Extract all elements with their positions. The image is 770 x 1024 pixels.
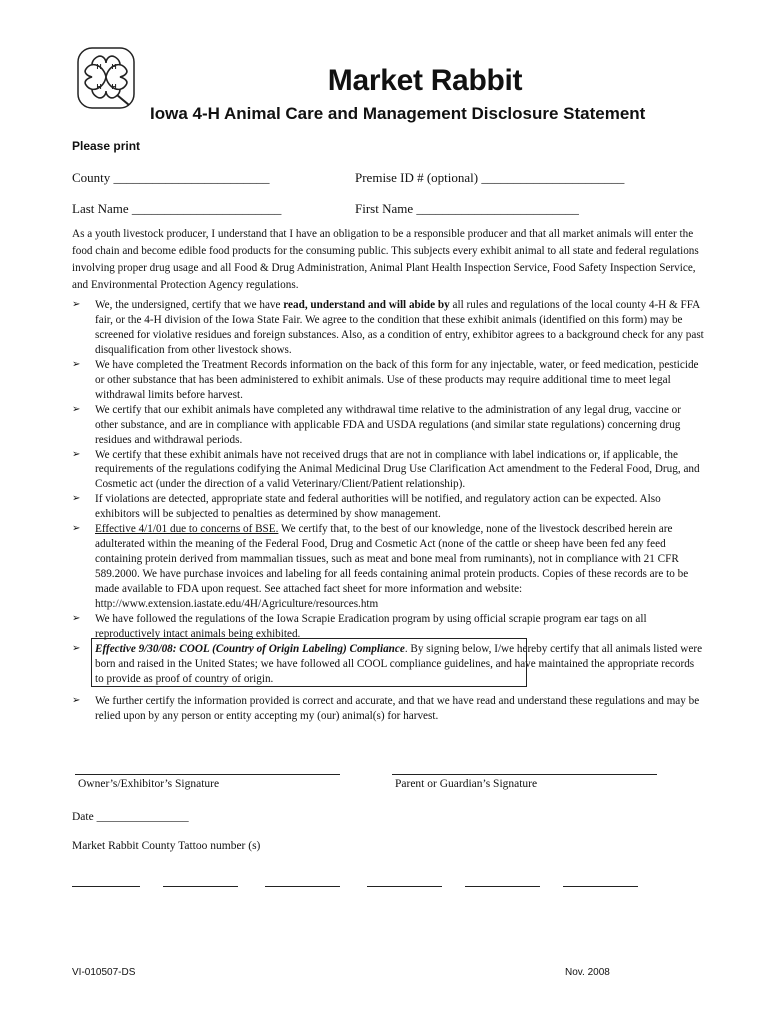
- bullet-underlined-text: Effective 4/1/01 due to concerns of BSE.: [95, 523, 279, 536]
- parent-signature-label: Parent or Guardian’s Signature: [395, 778, 538, 790]
- bullet-bold-text: read, understand and will abide by: [283, 299, 450, 311]
- tattoo-blank-5[interactable]: [465, 886, 540, 887]
- arrow-bullet-icon: ➢: [72, 493, 81, 505]
- svg-text:H: H: [96, 84, 102, 91]
- arrow-bullet-icon: ➢: [72, 523, 81, 535]
- cool-compliance-box: [91, 638, 527, 687]
- list-item: [72, 403, 704, 448]
- form-date: Nov. 2008: [565, 967, 610, 978]
- bullet-text: all rules and regulations of the local county 4-H & FFA fair, or the 4-H division of the Iowa State Fair. We agree to the condition that these exhibit animals (identified on this form) may be screened for violative residues and foreign substances. Also, as a condition of entry, exhibitor agrees to a background check for any past disqualification from other livestock shows.: [95, 299, 704, 356]
- page-subtitle: Iowa 4-H Animal Care and Management Disclosure Statement: [150, 104, 646, 123]
- bullet-text: We, the undersigned, certify that we have: [95, 299, 284, 311]
- arrow-bullet-icon: ➢: [72, 448, 81, 460]
- arrow-bullet-icon: ➢: [72, 613, 81, 625]
- tattoo-blank-6[interactable]: [563, 886, 638, 887]
- list-item: [72, 448, 704, 493]
- bullet-text: . By signing below, I/we hereby certify that all animals listed were born and raised in the United States; we have followed all COOL compliance guidelines, and have maintained the appropriate records to provide as proof of country of origin.: [95, 642, 703, 685]
- tattoo-blank-3[interactable]: [265, 886, 340, 887]
- bullet-text: We further certify the information provided is correct and accurate, and that we have read and understand these regulations and may be relied upon by any person or entity accepting my (our) animal(s) for harvest.: [95, 694, 700, 722]
- first-name-field[interactable]: First Name _________________________: [355, 201, 579, 216]
- list-item: [72, 522, 704, 612]
- list-item: [72, 694, 704, 724]
- bullet-text: We have completed the Treatment Records information on the back of this form for any injectable, water, or feed medication, pesticide or other substance that has been administered to exhibit animals. Use of these products may require additional time to meet legal withdrawal limits before harvest.: [95, 358, 699, 401]
- intro-paragraph: As a youth livestock producer, I understand that I have an obligation to be a responsible producer and that all market animals will enter the food chain and become edible food products for the consuming public. This subjects every exhibit animal to all state and federal regulations involving proper drug usage and all Food & Drug Administration, Animal Plant Health Inspection Service, Food Safety Inspection Service, and Environmental Protection Agency regulations.: [72, 228, 699, 291]
- bullet-text: We have followed the regulations of the Iowa Scrapie Eradication program by using official scrapie program ear tags on all reproductively intact animals being exhibited.: [95, 613, 647, 640]
- bullet-text: If violations are detected, appropriate state and federal authorities will be notified, and regulatory action can be expected. Also exhibitors will be subjected to penalties as determined by show management.: [95, 493, 661, 521]
- arrow-bullet-icon: ➢: [72, 358, 81, 370]
- please-print-label: Please print: [72, 139, 141, 153]
- svg-text:H: H: [111, 84, 117, 91]
- parent-signature-line[interactable]: [392, 774, 657, 775]
- arrow-bullet-icon: ➢: [72, 403, 81, 415]
- county-field[interactable]: County ________________________: [72, 170, 270, 185]
- date-field[interactable]: Date ________________: [72, 811, 189, 823]
- bullet-bold-italic-text: Effective 9/30/08: COOL (Country of Origin Labeling) Compliance: [95, 642, 405, 655]
- tattoo-blank-2[interactable]: [163, 886, 238, 887]
- svg-text:H: H: [96, 64, 102, 71]
- form-code: VI-010507-DS: [72, 967, 136, 978]
- arrow-bullet-icon: ➢: [72, 642, 81, 654]
- list-item: [72, 492, 704, 522]
- last-name-field[interactable]: Last Name _______________________: [72, 201, 282, 216]
- bullet-text: We certify that, to the best of our knowledge, none of the livestock described herein are adulterated within the meaning of the Federal Food, Drug and Cosmetic Act (none of the cattle or sheep have been fed any feed containing protein derived from mammalian tissues, such as meat and bone meal from ruminants), not in compliance with 21 CFR 589.2000. We have purchase invoices and labeling for all feeds containing animal protein products. Copies of these records are to be made available to FDA upon request. See attached fact sheet for more information and website: http://www.extension.iastate.edu/4H/Agriculture/resources.htm: [95, 523, 689, 611]
- bullet-text: We certify that our exhibit animals have completed any withdrawal time relative to the administration of any legal drug, vaccine or other substance, and are in compliance with applicable FDA and USDA regulations (and similar state regulations) concerning drug residues and withdrawal periods.: [95, 403, 681, 446]
- bullet-text: We certify that these exhibit animals have not received drugs that are not in compliance with label indications or, if applicable, the requirements of the regulations codifying the Animal Medicinal Drug Use Clarification Act amendment to the Federal Food, Drug, and Cosmetic act (under the direction of a valid Veterinary/Client/Patient relationship).: [95, 448, 700, 491]
- list-item: [72, 358, 704, 403]
- owner-signature-line[interactable]: [75, 774, 340, 775]
- premise-id-field[interactable]: Premise ID # (optional) ______________________: [355, 170, 625, 185]
- arrow-bullet-icon: ➢: [72, 299, 81, 310]
- tattoo-label: Market Rabbit County Tattoo number (s): [72, 840, 261, 852]
- tattoo-blank-1[interactable]: [72, 886, 140, 887]
- arrow-bullet-icon: ➢: [72, 694, 81, 706]
- page-title: Market Rabbit: [327, 64, 523, 97]
- list-item: [72, 298, 704, 358]
- svg-text:H: H: [111, 64, 117, 71]
- tattoo-blank-4[interactable]: [367, 886, 442, 887]
- owner-signature-label: Owner’s/Exhibitor’s Signature: [78, 778, 220, 790]
